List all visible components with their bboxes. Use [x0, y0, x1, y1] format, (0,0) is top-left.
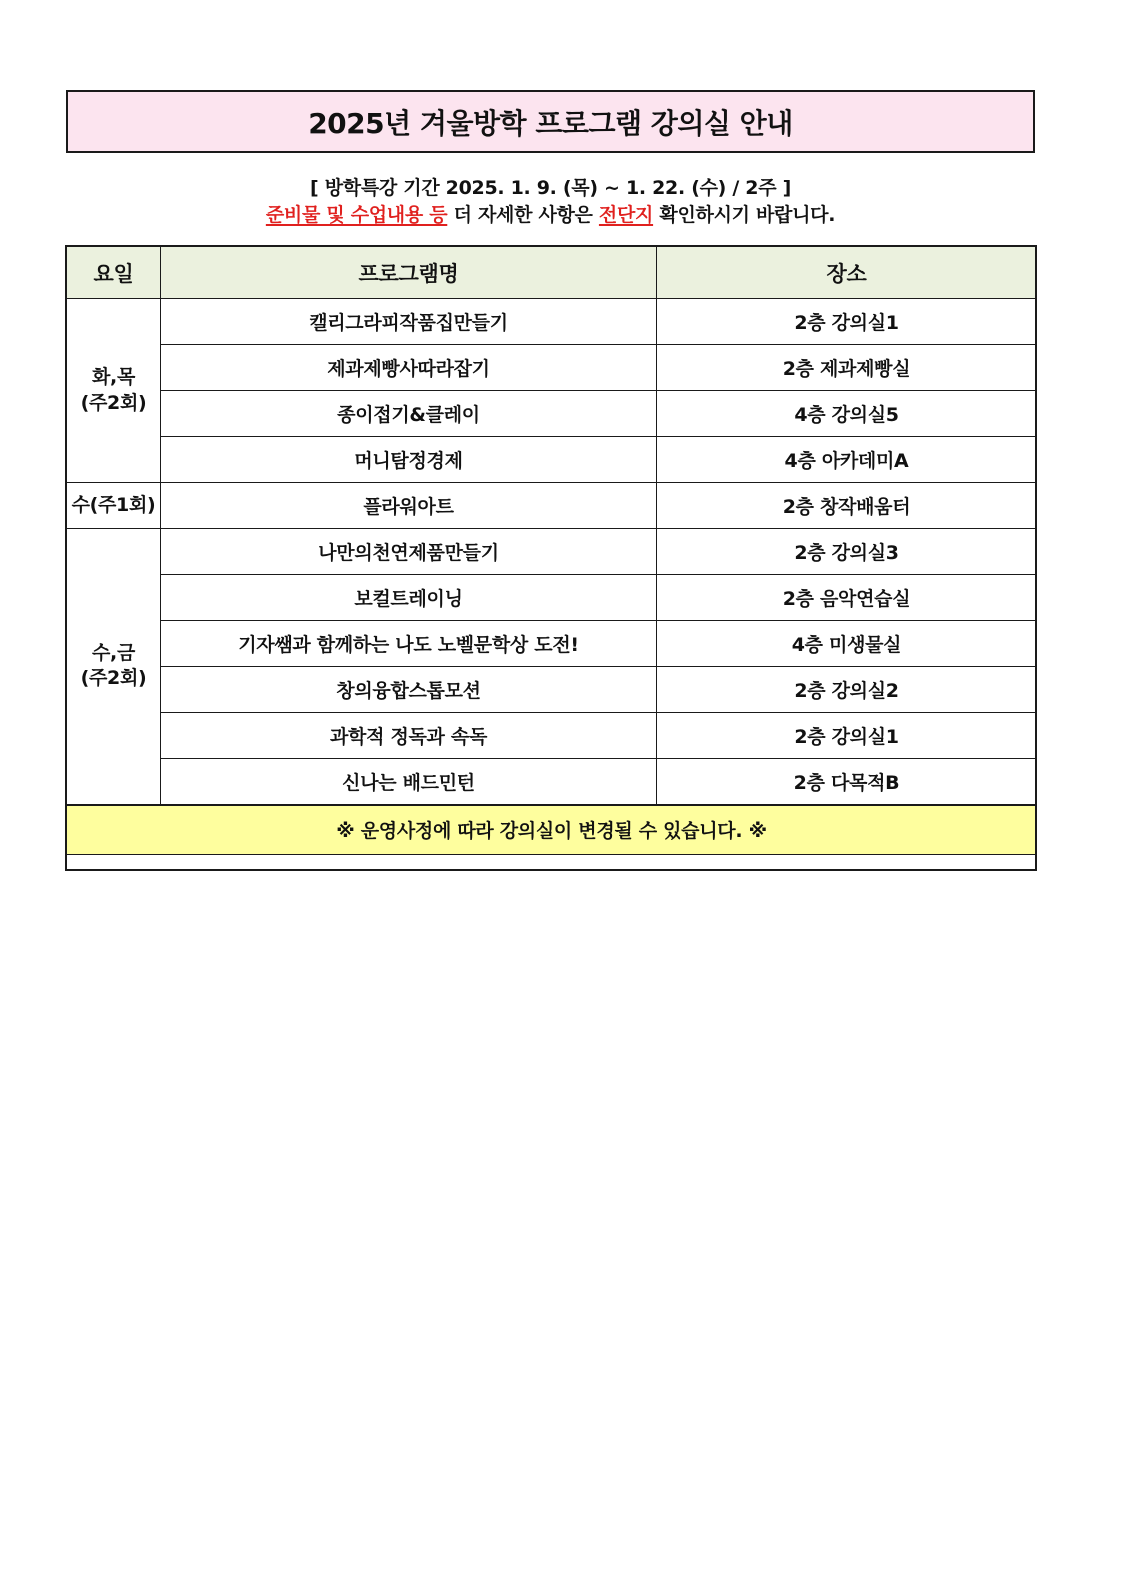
program-cell: 플라워아트: [161, 483, 657, 529]
table-row: [67, 529, 1037, 575]
footer-row: [67, 805, 1037, 855]
notice-text-middle: 더 자세한 사항은: [447, 204, 599, 226]
schedule-table: [66, 246, 1037, 855]
place-cell: 4층 강의실5: [657, 391, 1037, 437]
period-line: [ 방학특강 기간 2025. 1. 9. (목) ~ 1. 22. (수) / 2주 ]: [310, 177, 791, 199]
header-place: 장소: [657, 247, 1037, 299]
day-label: 화,목: [91, 365, 136, 388]
day-cell-wed: 수(주1회): [67, 483, 161, 529]
table-row: [67, 667, 1037, 713]
place-cell: 2층 제과제빵실: [657, 345, 1037, 391]
table-row: [67, 391, 1037, 437]
program-cell: 캘리그라피작품집만들기: [161, 299, 657, 345]
table-row: [67, 483, 1037, 529]
day-cell-tue-thu: [67, 299, 161, 483]
notice-line: [66, 200, 1035, 227]
footer-notice: ※ 운영사정에 따라 강의실이 변경될 수 있습니다. ※: [67, 805, 1037, 855]
table-row: [67, 621, 1037, 667]
table-row: [67, 345, 1037, 391]
place-cell: 2층 강의실3: [657, 529, 1037, 575]
day-frequency: (주2회): [80, 667, 147, 690]
place-cell: 4층 미생물실: [657, 621, 1037, 667]
place-cell: 2층 강의실1: [657, 713, 1037, 759]
program-cell: 종이접기&클레이: [161, 391, 657, 437]
place-cell: 2층 창작배움터: [657, 483, 1037, 529]
day-cell-wed-fri: [67, 529, 161, 805]
day-frequency: (주2회): [80, 391, 147, 414]
program-cell: 창의융합스톱모션: [161, 667, 657, 713]
notice-highlight-flyer: 전단지: [598, 204, 654, 226]
notice-highlight-materials: 준비물 및 수업내용 등: [265, 204, 448, 226]
day-label: 수,금: [91, 641, 136, 664]
table-row: [67, 713, 1037, 759]
table-row: [67, 437, 1037, 483]
place-cell: 2층 강의실1: [657, 299, 1037, 345]
header-day: 요일: [67, 247, 161, 299]
program-cell: 나만의천연제품만들기: [161, 529, 657, 575]
title-box: [66, 90, 1035, 153]
table-row: [67, 299, 1037, 345]
place-cell: 2층 다목적B: [657, 759, 1037, 805]
program-cell: 신나는 배드민턴: [161, 759, 657, 805]
notice-text-end: 확인하시기 바랍니다.: [653, 204, 836, 226]
table-row: [67, 759, 1037, 805]
table-row: [67, 575, 1037, 621]
place-cell: 2층 강의실2: [657, 667, 1037, 713]
program-cell: 보컬트레이닝: [161, 575, 657, 621]
header-program: 프로그램명: [161, 247, 657, 299]
table-header-row: [67, 247, 1037, 299]
program-cell: 머니탐정경제: [161, 437, 657, 483]
place-cell: 4층 아카데미A: [657, 437, 1037, 483]
page-title: 2025년 겨울방학 프로그램 강의실 안내: [308, 106, 793, 140]
place-cell: 2층 음악연습실: [657, 575, 1037, 621]
program-cell: 기자쌤과 함께하는 나도 노벨문학상 도전!: [161, 621, 657, 667]
program-cell: 제과제빵사따라잡기: [161, 345, 657, 391]
program-cell: 과학적 정독과 속독: [161, 713, 657, 759]
